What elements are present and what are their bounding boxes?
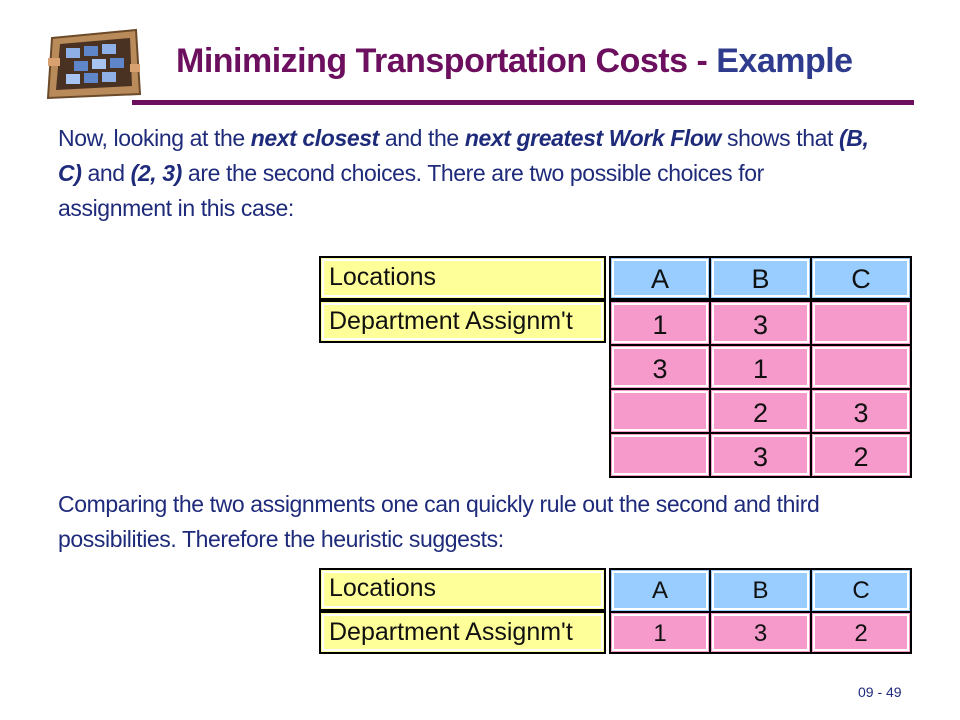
table-cell: 3 [709, 611, 812, 654]
department-assignment-label: Department Assignm't [319, 300, 606, 343]
table-cell: 3 [609, 344, 711, 390]
para1-text-4: and [81, 160, 131, 186]
para1-text-3: shows that [721, 125, 839, 151]
para1-emphasis-2: next greatest Work Flow [464, 125, 722, 151]
puzzle-brick-icon [46, 28, 142, 100]
header-cell-c: C [810, 568, 912, 613]
para1-emphasis-4: (2, 3) [130, 160, 182, 186]
para1-text-1: Now, looking at the [58, 125, 251, 151]
header-cell-b: B [709, 256, 812, 300]
para1-text-5: are the second choices. There are two possible choices for assignment in this case: [58, 160, 764, 221]
table-cell: 3 [810, 388, 912, 434]
header-cell-b: B [709, 568, 812, 613]
para1-emphasis-1: next closest [250, 125, 379, 151]
table-cell: 2 [709, 388, 812, 434]
title-main: Minimizing Transportation Costs - [176, 42, 717, 80]
conclusion-paragraph: Comparing the two assignments one can quickly rule out the second and third possibilities. Therefore the heuristic suggests: [58, 491, 820, 552]
table-cell: 1 [709, 344, 812, 390]
slide-title [176, 42, 853, 81]
locations-label: Locations [319, 256, 606, 300]
title-accent: Example [716, 42, 853, 80]
table-cell [810, 344, 912, 390]
table-cell: 2 [810, 611, 912, 654]
table-cell: 1 [609, 611, 711, 654]
intro-paragraph [58, 121, 878, 226]
page-number: 09 - 49 [858, 684, 902, 700]
table-cell [609, 388, 711, 434]
table-cell: 3 [709, 300, 812, 346]
title-divider [132, 100, 914, 105]
table-cell [609, 432, 711, 478]
department-assignment-label: Department Assignm't [319, 611, 606, 654]
para1-text-2: and the [378, 125, 465, 151]
locations-label: Locations [319, 568, 606, 611]
table-cell: 3 [709, 432, 812, 478]
table-cell: 2 [810, 432, 912, 478]
header-cell-a: A [609, 568, 711, 613]
table-cell [810, 300, 912, 346]
para1-emphasis-3: (B, C) [58, 125, 869, 186]
header-cell-c: C [810, 256, 912, 300]
table-cell: 1 [609, 300, 711, 346]
header-cell-a: A [609, 256, 711, 300]
